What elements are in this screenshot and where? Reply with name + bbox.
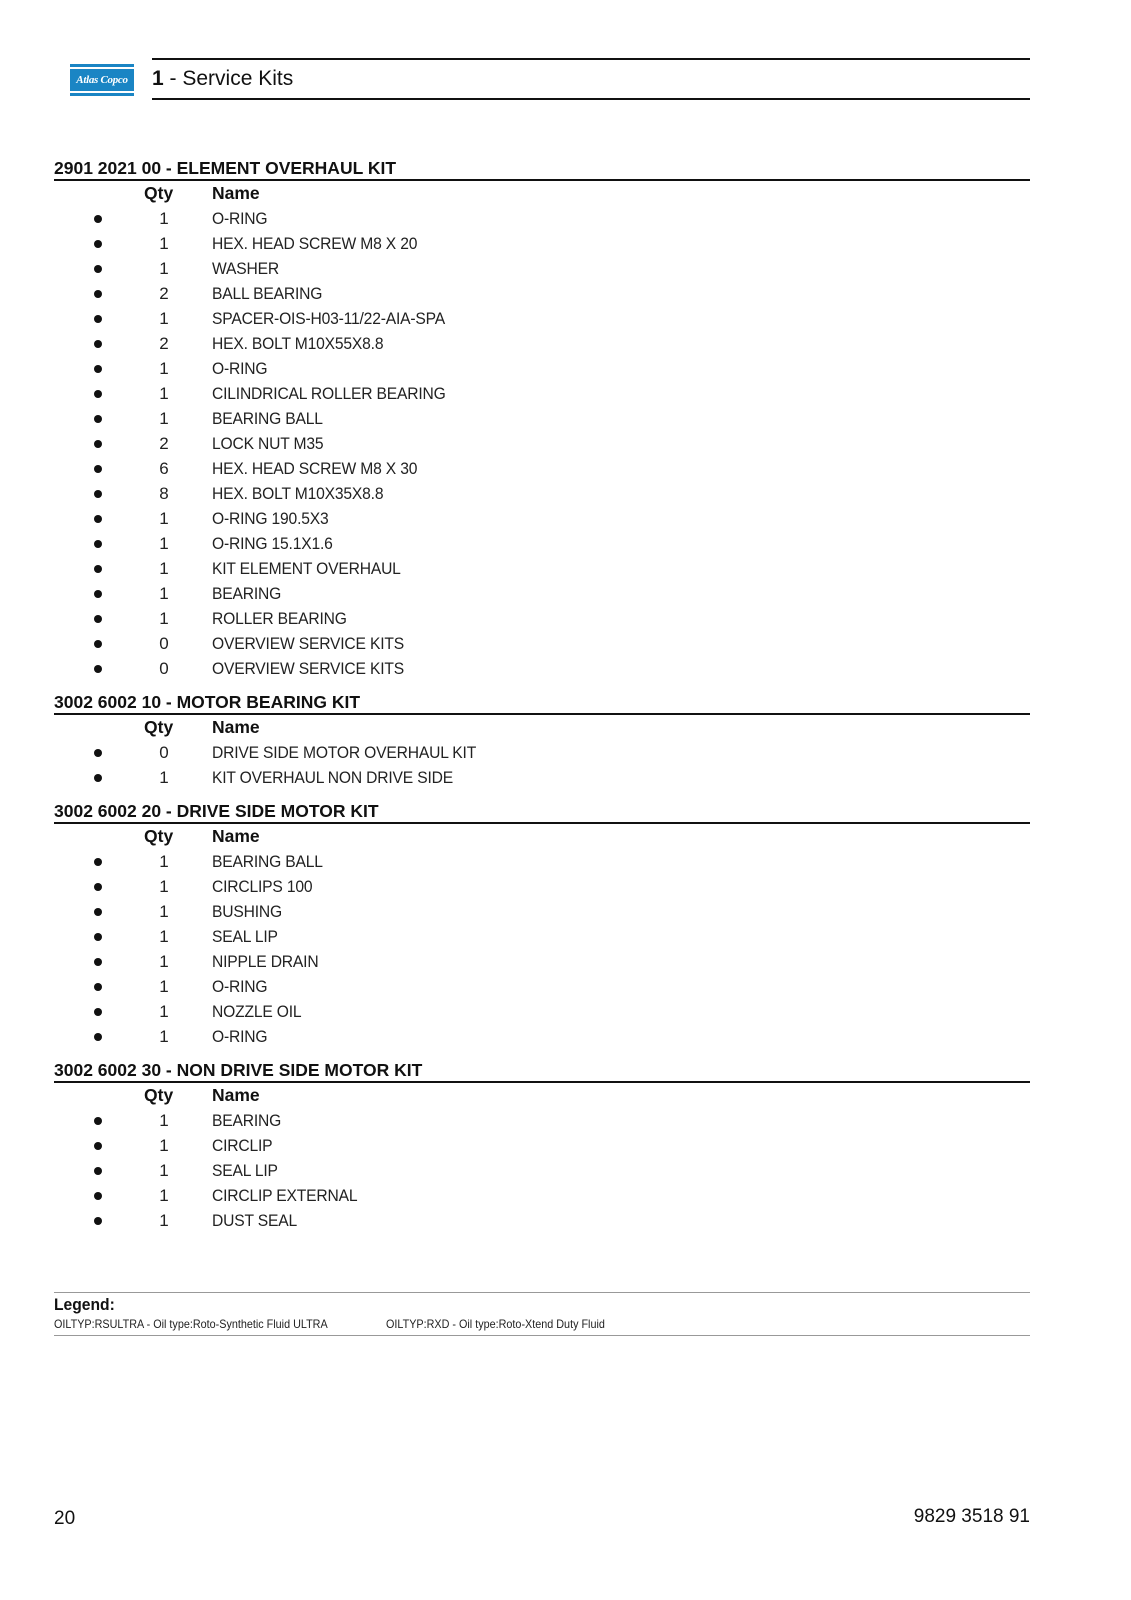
part-name: OVERVIEW SERVICE KITS [212,659,404,678]
part-row [54,999,1030,1024]
legend [54,1292,1030,1336]
part-name: O-RING [212,209,268,228]
part-name: O-RING 15.1X1.6 [212,534,333,553]
qty-column-header: Qty [144,1085,174,1105]
part-row [54,606,1030,631]
part-name: SEAL LIP [212,927,278,946]
atlas-copco-logo [70,64,134,96]
part-row [54,431,1030,456]
part-name: CILINDRICAL ROLLER BEARING [212,384,446,403]
part-qty: 1 [159,609,169,628]
bullet-icon [94,615,102,623]
part-row [54,740,1030,765]
kit-section [54,800,1030,1049]
bullet-icon [94,749,102,757]
bullet-icon [94,858,102,866]
logo-text: Atlas Copco [70,69,134,91]
part-row [54,456,1030,481]
part-qty: 1 [159,1002,169,1021]
part-qty: 1 [159,877,169,896]
bullet-icon [94,958,102,966]
part-row [54,765,1030,790]
part-name: NIPPLE DRAIN [212,952,319,971]
part-qty: 2 [159,434,169,453]
bullet-icon [94,640,102,648]
part-qty: 1 [159,1161,169,1180]
bullet-icon [94,1217,102,1225]
bullet-icon [94,1117,102,1125]
part-row [54,281,1030,306]
part-row [54,924,1030,949]
part-qty: 1 [159,977,169,996]
bullet-icon [94,590,102,598]
part-row [54,206,1030,231]
part-row [54,306,1030,331]
bullet-icon [94,933,102,941]
part-name: BEARING [212,1111,282,1130]
part-name: O-RING [212,359,268,378]
part-row [54,874,1030,899]
part-row [54,231,1030,256]
column-headers [54,1083,1030,1108]
part-row [54,1133,1030,1158]
bullet-icon [94,515,102,523]
part-qty: 1 [159,534,169,553]
chapter-number: 1 [152,67,164,90]
part-name: O-RING 190.5X3 [212,509,329,528]
part-name: BALL BEARING [212,284,323,303]
name-column-header: Name [212,1085,260,1105]
part-qty: 1 [159,384,169,403]
header-rule-top [152,58,1030,60]
kit-section [54,691,1030,790]
part-name: DUST SEAL [212,1211,297,1230]
part-row [54,531,1030,556]
part-name: CIRCLIPS 100 [212,877,313,896]
part-qty: 1 [159,309,169,328]
part-row [54,1108,1030,1133]
bullet-icon [94,340,102,348]
column-headers [54,181,1030,206]
chapter-title [152,67,293,91]
part-row [54,406,1030,431]
part-row [54,1208,1030,1233]
part-name: DRIVE SIDE MOTOR OVERHAUL KIT [212,743,477,762]
part-qty: 1 [159,952,169,971]
name-column-header: Name [212,826,260,846]
kit-section [54,157,1030,681]
part-name: BEARING BALL [212,409,323,428]
bullet-icon [94,983,102,991]
legend-item: OILTYP:RXD - Oil type:Roto-Xtend Duty Fluid [386,1317,605,1331]
part-qty: 0 [159,659,169,678]
part-name: BEARING [212,584,282,603]
part-qty: 1 [159,768,169,787]
bullet-icon [94,665,102,673]
qty-column-header: Qty [144,183,174,203]
bullet-icon [94,908,102,916]
legend-title: Legend: [54,1295,115,1314]
page-header [68,58,1030,102]
column-headers [54,824,1030,849]
part-row [54,849,1030,874]
part-name: ROLLER BEARING [212,609,347,628]
bullet-icon [94,215,102,223]
part-row [54,949,1030,974]
logo-bottom-bar [70,93,134,96]
part-name: O-RING [212,1027,268,1046]
part-qty: 1 [159,259,169,278]
kit-title: 3002 6002 20 - DRIVE SIDE MOTOR KIT [54,800,1030,824]
bullet-icon [94,465,102,473]
part-name: HEX. BOLT M10X35X8.8 [212,484,384,503]
bullet-icon [94,290,102,298]
part-qty: 1 [159,927,169,946]
bullet-icon [94,265,102,273]
part-row [54,581,1030,606]
part-qty: 1 [159,1027,169,1046]
part-name: BUSHING [212,902,282,921]
bullet-icon [94,1192,102,1200]
bullet-icon [94,315,102,323]
part-qty: 0 [159,743,169,762]
part-name: WASHER [212,259,279,278]
logo-top-bar [70,64,134,67]
part-qty: 6 [159,459,169,478]
part-name: HEX. BOLT M10X55X8.8 [212,334,384,353]
bullet-icon [94,490,102,498]
part-qty: 1 [159,852,169,871]
part-qty: 1 [159,584,169,603]
page-number: 20 [54,1508,76,1529]
bullet-icon [94,1142,102,1150]
bullet-icon [94,774,102,782]
part-row [54,631,1030,656]
part-row [54,356,1030,381]
part-name: KIT ELEMENT OVERHAUL [212,559,401,578]
part-row [54,974,1030,999]
part-name: CIRCLIP EXTERNAL [212,1186,358,1205]
bullet-icon [94,1008,102,1016]
bullet-icon [94,540,102,548]
part-name: HEX. HEAD SCREW M8 X 30 [212,459,418,478]
document-number: 9829 3518 91 [913,1506,1030,1527]
bullet-icon [94,565,102,573]
kit-title: 3002 6002 30 - NON DRIVE SIDE MOTOR KIT [54,1059,1030,1083]
bullet-icon [94,240,102,248]
part-row [54,1183,1030,1208]
part-qty: 2 [159,284,169,303]
part-row [54,556,1030,581]
legend-item: OILTYP:RSULTRA - Oil type:Roto-Synthetic Fluid ULTRA [54,1317,328,1331]
bullet-icon [94,1033,102,1041]
part-name: OVERVIEW SERVICE KITS [212,634,404,653]
header-rule-bottom [152,98,1030,100]
bullet-icon [94,440,102,448]
part-qty: 1 [159,1211,169,1230]
part-qty: 1 [159,359,169,378]
part-name: BEARING BALL [212,852,323,871]
part-name: NOZZLE OIL [212,1002,302,1021]
part-row [54,506,1030,531]
bullet-icon [94,415,102,423]
part-name: O-RING [212,977,268,996]
part-row [54,481,1030,506]
kit-title: 2901 2021 00 - ELEMENT OVERHAUL KIT [54,157,1030,181]
part-name: KIT OVERHAUL NON DRIVE SIDE [212,768,453,787]
part-qty: 1 [159,902,169,921]
part-name: SPACER-OIS-H03-11/22-AIA-SPA [212,309,446,328]
part-row [54,381,1030,406]
part-qty: 2 [159,334,169,353]
part-qty: 1 [159,509,169,528]
qty-column-header: Qty [144,717,174,737]
part-name: HEX. HEAD SCREW M8 X 20 [212,234,418,253]
part-name: LOCK NUT M35 [212,434,324,453]
bullet-icon [94,1167,102,1175]
part-qty: 0 [159,634,169,653]
part-qty: 1 [159,234,169,253]
part-row [54,899,1030,924]
chapter-title-text: - Service Kits [163,67,294,90]
bullet-icon [94,365,102,373]
bullet-icon [94,390,102,398]
kit-section [54,1059,1030,1233]
part-qty: 1 [159,209,169,228]
part-qty: 1 [159,559,169,578]
part-row [54,1158,1030,1183]
name-column-header: Name [212,183,260,203]
part-row [54,1024,1030,1049]
part-qty: 1 [159,1186,169,1205]
part-row [54,656,1030,681]
part-qty: 8 [159,484,169,503]
part-row [54,256,1030,281]
part-name: CIRCLIP [212,1136,273,1155]
part-name: SEAL LIP [212,1161,278,1180]
part-qty: 1 [159,409,169,428]
part-row [54,331,1030,356]
service-kits-list [54,157,1030,1243]
name-column-header: Name [212,717,260,737]
kit-title: 3002 6002 10 - MOTOR BEARING KIT [54,691,1030,715]
column-headers [54,715,1030,740]
part-qty: 1 [159,1111,169,1130]
bullet-icon [94,883,102,891]
qty-column-header: Qty [144,826,174,846]
part-qty: 1 [159,1136,169,1155]
